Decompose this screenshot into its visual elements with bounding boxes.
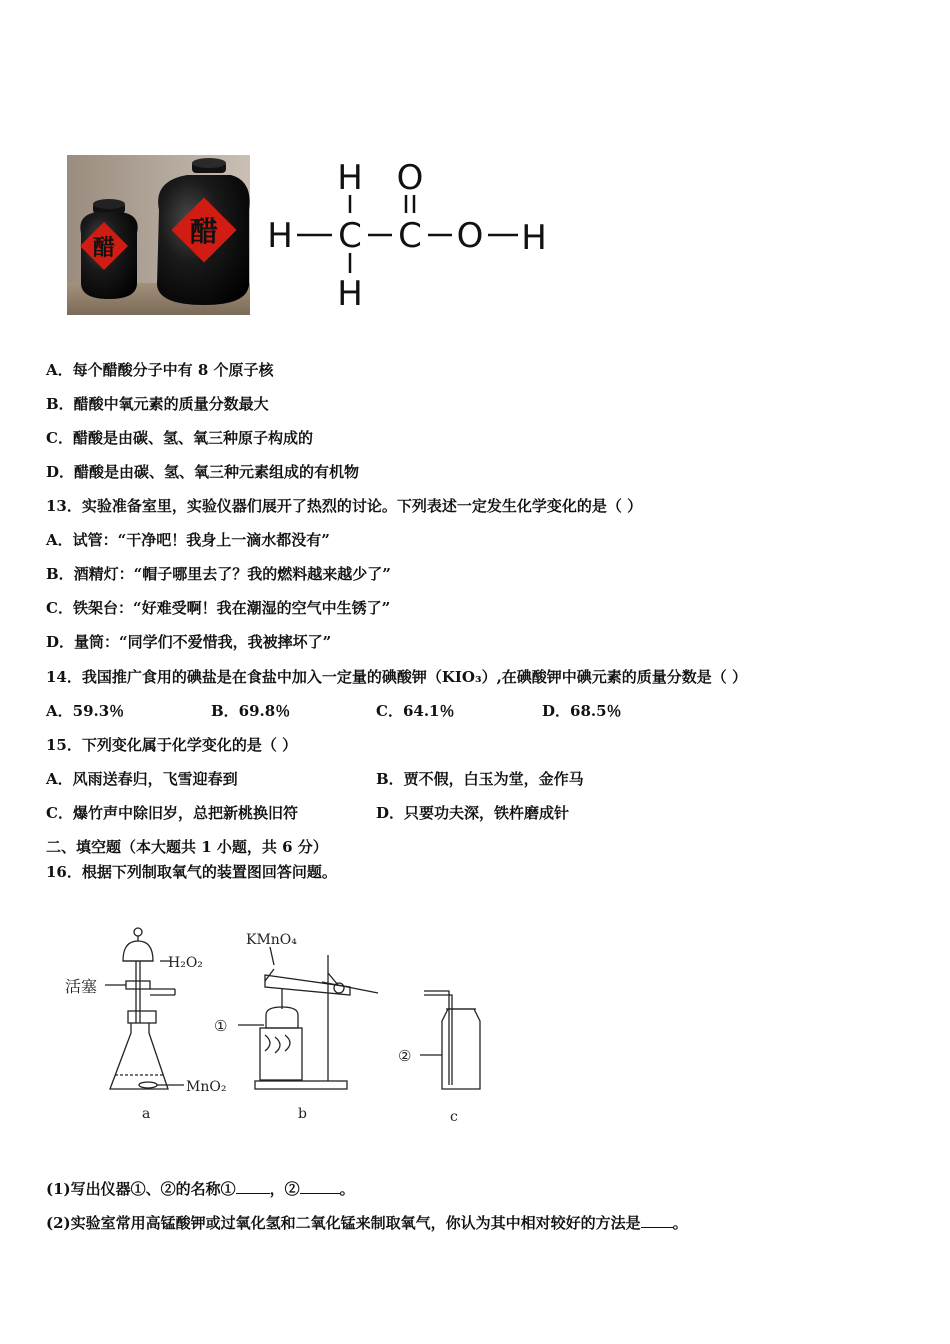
q12-option-b: B．醋酸中氧元素的质量分数最大 [46, 395, 269, 413]
caption-b: b [298, 1106, 307, 1122]
apparatus-a [105, 928, 184, 1089]
q14-option-c: C．64.1％ [376, 702, 455, 720]
marker-2: ② [398, 1047, 412, 1065]
q13-option-c: C．铁架台：“好难受啊！我在潮湿的空气中生锈了” [46, 599, 391, 617]
vinegar-jars-image [67, 155, 250, 315]
acetic-acid-structure [262, 155, 562, 315]
q16-sub2-text-a: (2)实验室常用高锰酸钾或过氧化氢和二氧化锰来制取氧气，你认为其中相对较好的方法是 [46, 1214, 641, 1232]
q13-option-a: A．试管：“干净吧！我身上一滴水都没有” [46, 531, 330, 549]
q13-stem: 13．实验准备室里，实验仪器们展开了热烈的讨论。下列表述一定发生化学变化的是（ ） [46, 497, 643, 515]
label-mno2: MnO₂ [186, 1079, 227, 1095]
q16-sub1 [46, 1179, 355, 1199]
q14-option-b: B．69.8％ [211, 702, 291, 720]
q16-stem: 16．根据下列制取氧气的装置图回答问题。 [46, 863, 337, 881]
jar-label-small: 醋 [92, 235, 116, 261]
atom-c2: C [398, 216, 422, 256]
q12-option-a: A．每个醋酸分子中有 8 个原子核 [46, 361, 274, 379]
q15-option-c: C．爆竹声中除旧岁，总把新桃换旧符 [46, 804, 298, 822]
jar-label-large: 醋 [189, 215, 219, 248]
q16-sub2-text-b: 。 [672, 1214, 688, 1232]
q13-option-d: D．量筒：“同学们不爱惜我，我被摔坏了” [46, 633, 332, 651]
q14-stem: 14．我国推广食用的碘盐是在食盐中加入一定量的碘酸钾（KIO₃）,在碘酸钾中碘元素的质量分数是（ ） [46, 668, 748, 686]
q16-sub1-text-a: (1)写出仪器①、②的名称① [46, 1180, 236, 1198]
q15-option-b: B．贾不假，白玉为堂，金作马 [376, 770, 584, 788]
atom-c1: C [338, 216, 362, 256]
marker-1: ① [214, 1017, 228, 1035]
label-valve: 活塞 [65, 977, 98, 996]
q15-option-a: A．风雨送春归，飞雪迎春到 [46, 770, 238, 788]
q12-option-d: D．醋酸是由碳、氢、氧三种元素组成的有机物 [46, 463, 360, 481]
q14-option-d: D．68.5％ [542, 702, 622, 720]
q12-option-c: C．醋酸是由碳、氢、氧三种原子构成的 [46, 429, 313, 447]
atom-h-bottom: H [337, 274, 363, 314]
q13-option-b: B．酒精灯：“帽子哪里去了？我的燃料越来越少了” [46, 565, 391, 583]
caption-c: c [450, 1109, 458, 1125]
atom-o-top: O [396, 158, 424, 198]
oxygen-apparatus-diagram [60, 925, 500, 1130]
atom-h-left: H [267, 216, 293, 256]
apparatus-c [420, 991, 480, 1089]
caption-a: a [142, 1106, 151, 1122]
answer-blank-3[interactable] [641, 1213, 673, 1228]
atom-o-right: O [456, 216, 484, 256]
answer-blank-2[interactable] [300, 1179, 340, 1194]
q15-stem: 15．下列变化属于化学变化的是（ ） [46, 736, 298, 754]
q16-sub1-text-b: ，② [269, 1180, 300, 1198]
q16-sub2 [46, 1213, 688, 1233]
answer-blank-1[interactable] [236, 1179, 270, 1194]
q15-option-d: D．只要功夫深，铁杵磨成针 [376, 804, 570, 822]
q16-sub1-text-c: 。 [339, 1180, 355, 1198]
label-h2o2: H₂O₂ [168, 955, 203, 971]
label-kmno4: KMnO₄ [246, 932, 297, 948]
atom-h-top: H [337, 158, 363, 198]
section-title: 二、填空题（本大题共 1 小题，共 6 分） [46, 838, 328, 856]
apparatus-b [238, 947, 378, 1089]
q14-option-a: A．59.3％ [46, 702, 125, 720]
atom-h-right: H [521, 218, 547, 258]
